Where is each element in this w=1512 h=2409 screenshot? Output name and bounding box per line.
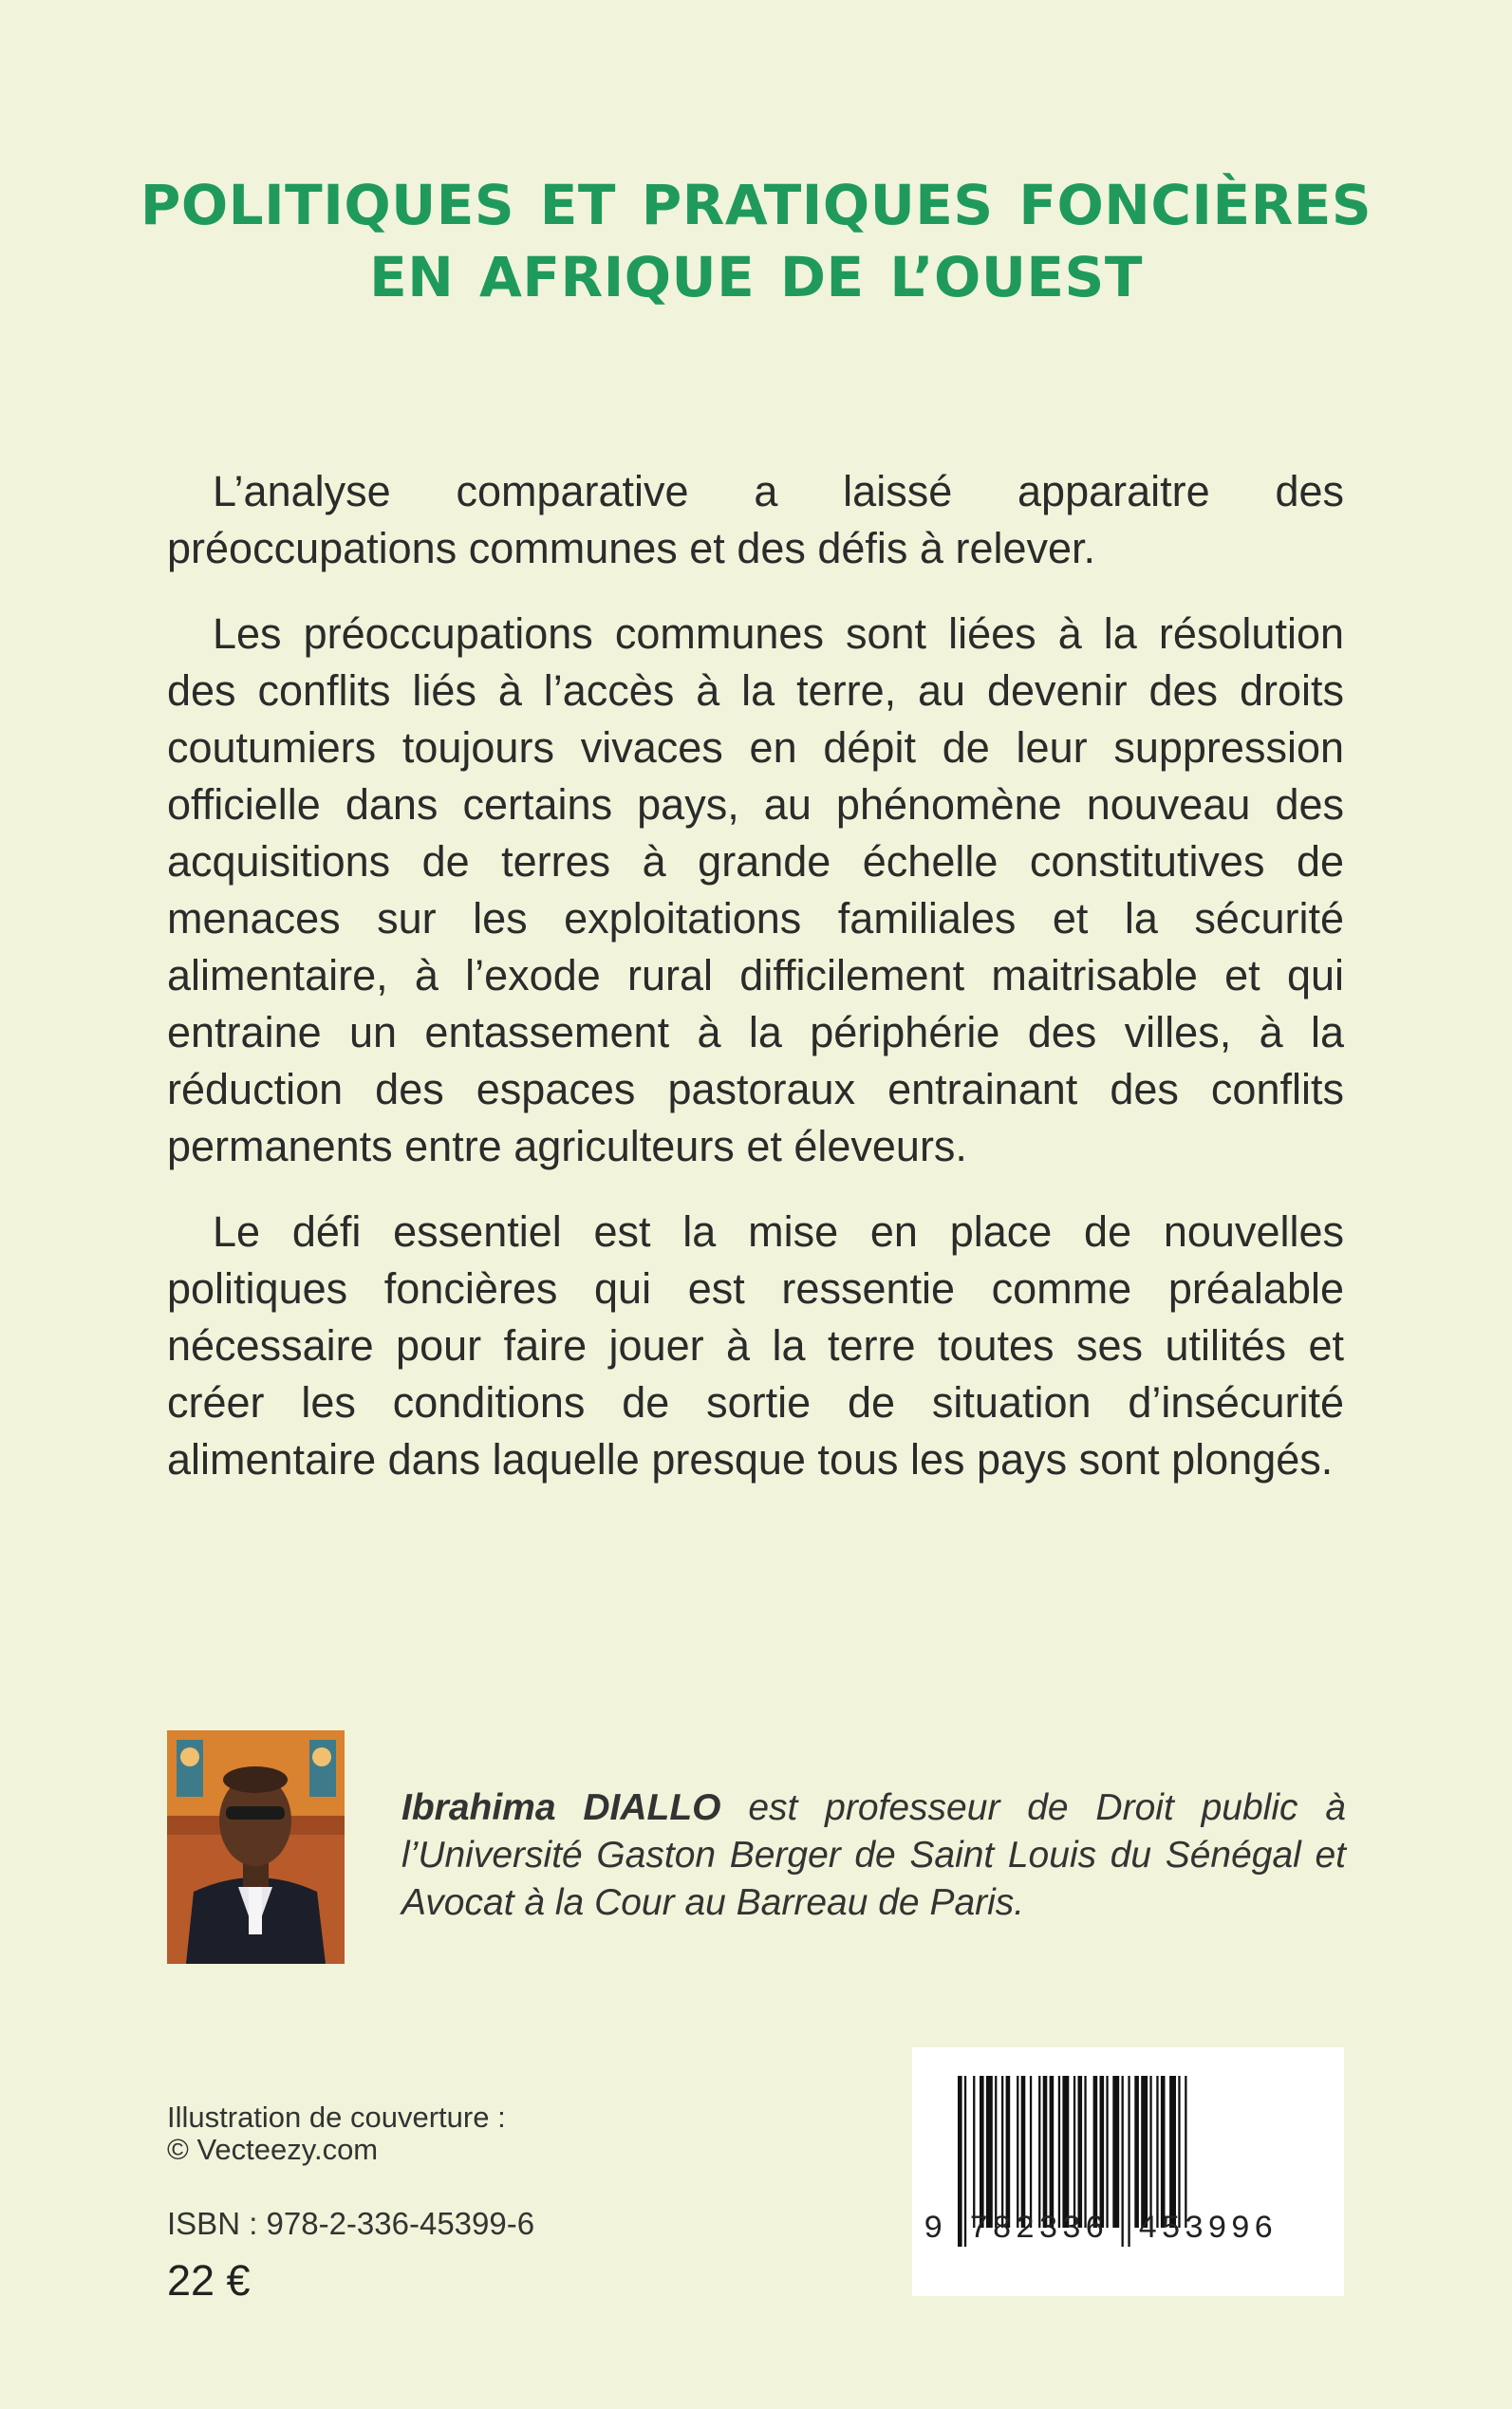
barcode-bar (1058, 2076, 1060, 2228)
barcode-bar (1021, 2076, 1026, 2228)
credit-source: © Vecteezy.com (167, 2133, 379, 2166)
barcode-bar (1185, 2076, 1186, 2228)
price: 22 € (167, 2256, 251, 2305)
barcode-bar (1073, 2076, 1075, 2228)
blurb-paragraph-1: L’analyse comparative a laissé apparaitre des préoccupations communes et des défis à relever. (167, 467, 1344, 572)
barcode-bar (1106, 2076, 1108, 2228)
barcode-bar (1006, 2076, 1011, 2228)
barcode-bar (1084, 2076, 1086, 2228)
blurb (167, 463, 1344, 1517)
barcode-bar (1100, 2076, 1105, 2228)
barcode-bar (1178, 2076, 1180, 2228)
barcode-bar (973, 2076, 975, 2228)
isbn: ISBN : 978-2-336-45399-6 (167, 2206, 535, 2241)
credit-label: Illustration de couverture : (167, 2101, 506, 2134)
book-title (95, 169, 1417, 313)
barcode-bar (1078, 2076, 1083, 2228)
barcode-bar (1017, 2076, 1018, 2228)
title-line-1: POLITIQUES ET PRATIQUES FONCIÈRES (140, 173, 1372, 237)
barcode-bar (986, 2076, 993, 2228)
barcode-digits-left: 782336 (969, 2212, 1109, 2248)
barcode-bar (1030, 2076, 1032, 2228)
barcode-bar (1038, 2076, 1040, 2228)
barcode-bar (1062, 2076, 1069, 2228)
barcode-bar (1050, 2076, 1055, 2228)
barcode-bar (1043, 2076, 1048, 2228)
barcode-bar (1128, 2076, 1129, 2247)
cover-credit (167, 2101, 506, 2166)
barcode (912, 2047, 1344, 2296)
barcode-digit-lead: 9 (924, 2212, 943, 2248)
barcode-bar (958, 2076, 962, 2247)
barcode-bar (1001, 2076, 1003, 2228)
author-name: Ibrahima DIALLO (401, 1787, 721, 1828)
barcode-bar (1093, 2076, 1098, 2228)
blurb-paragraph-3: Le défi essentiel est la mise en place de nouvelles politiques foncières qui est ressentie comme préalable nécessaire pour faire jouer à la terre toutes ses utilités et créer les conditions de sortie de situation d’insécurité alimentaire dans laquelle presque tous les pays sont plongés. (167, 1207, 1344, 1484)
barcode-bar (1134, 2076, 1139, 2228)
barcode-bar (1169, 2076, 1176, 2228)
barcode-bar (1141, 2076, 1148, 2228)
barcode-bar (1149, 2076, 1151, 2228)
author-bio (401, 1784, 1346, 1927)
barcode-bar (1161, 2076, 1166, 2228)
barcode-bar (1122, 2076, 1124, 2247)
barcode-bar (1112, 2076, 1119, 2228)
blurb-paragraph-2: Les préoccupations communes sont liées à la résolution des conflits liés à l’accès à la terre, au devenir des droits coutumiers toujours vivaces en dépit de leur suppression officielle dans certains pays, au phénomène nouveau des acquisitions de terres à grande échelle constitutives de menaces sur les exploitations familiales et la sécurité alimentaire, à l’exode rural difficilement maitrisable et qui entraine un entassement à la périphérie des villes, à la réduction des espaces pastoraux entrainant des conflits permanents entre agriculteurs et éleveurs. (167, 609, 1344, 1170)
barcode-bar (1156, 2076, 1158, 2228)
author-bio-text: est professeur de Droit public à l’Université Gaston Berger de Saint Louis du Sénégal et Avocat à la Cour au Barreau de Paris. (401, 1787, 1346, 1923)
barcode-bar (980, 2076, 984, 2228)
barcode-bar (995, 2076, 997, 2228)
barcode-bar (964, 2076, 966, 2247)
author-photo (167, 1730, 345, 1964)
barcode-digits-right: 453996 (1138, 2212, 1278, 2248)
title-line-2: EN AFRIQUE DE L’OUEST (369, 245, 1143, 309)
